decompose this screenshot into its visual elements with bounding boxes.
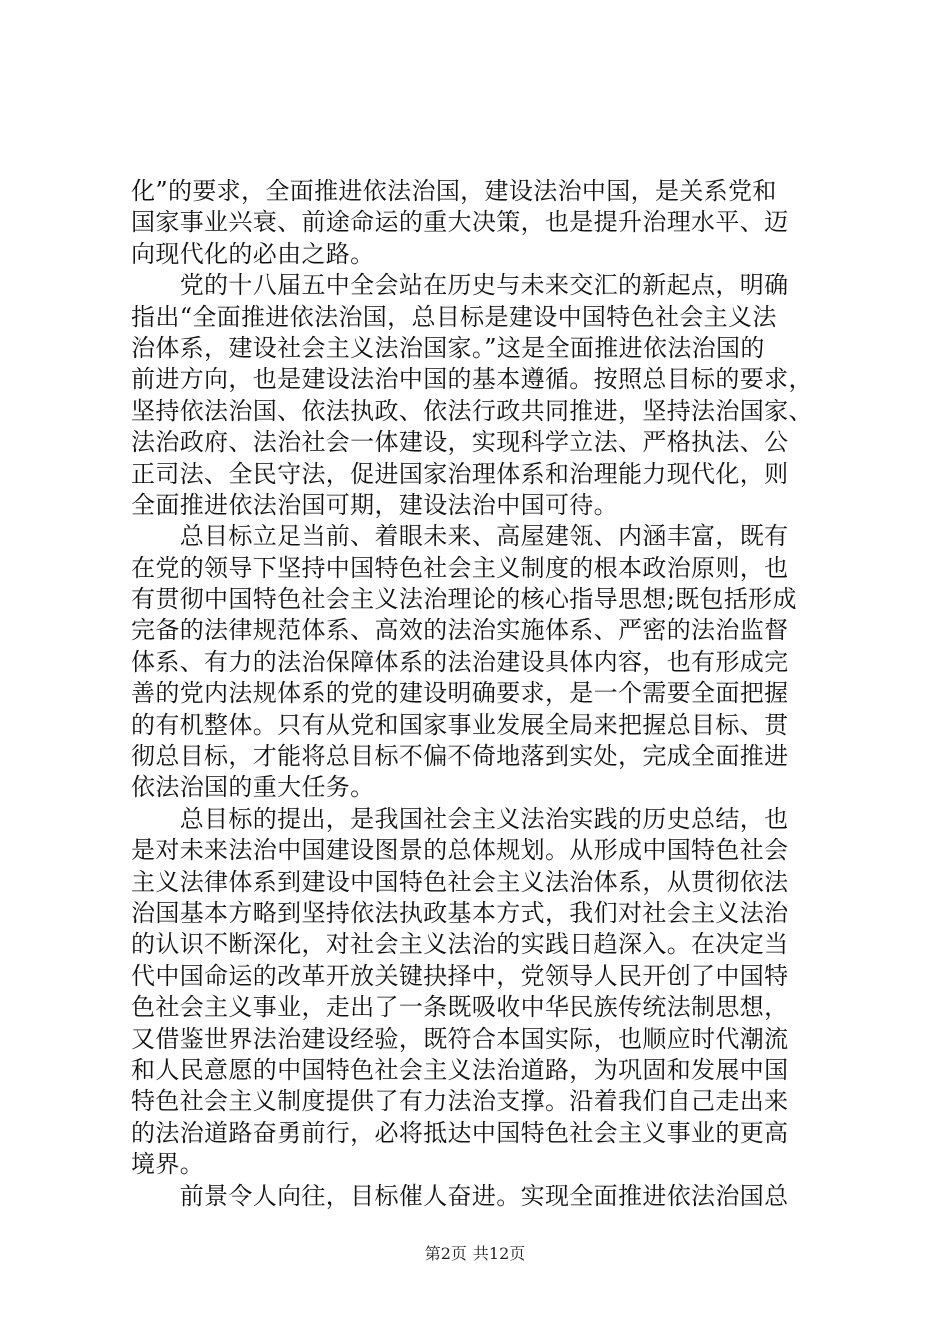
text-line: 总目标的提出，是我国社会主义法治实践的历史总结，也	[131, 804, 789, 833]
text-line: 完备的法律规范体系、高效的法治实施体系、严密的法治监督	[131, 616, 789, 645]
text-line: 在党的领导下坚持中国特色社会主义制度的根本政治原则，也	[131, 553, 789, 582]
text-line: 国家事业兴衰、前途命运的重大决策，也是提升治理水平、迈	[131, 208, 789, 237]
text-line: 化”的要求，全面推进依法治国，建设法治中国，是关系党和	[131, 177, 777, 205]
text-line: 党的十八届五中全会站在历史与未来交汇的新起点，明确	[131, 271, 789, 300]
text-line: 的认识不断深化，对社会主义法治的实践日趋深入。在决定当	[131, 930, 789, 959]
text-line: 境界。	[131, 1150, 205, 1179]
text-line: 代中国命运的改革开放关键抉择中，党领导人民开创了中国特	[131, 961, 789, 990]
text-line: 和人民意愿的中国特色社会主义法治道路，为巩固和发展中国	[131, 1055, 789, 1084]
text-line: 彻总目标，才能将总目标不偏不倚地落到实处，完成全面推进	[131, 742, 789, 771]
page-number: 第2页	[424, 1244, 467, 1263]
text-line: 有贯彻中国特色社会主义法治理论的核心指导思想;既包括形成	[131, 585, 797, 614]
text-line: 全面推进依法治国可期，建设法治中国可待。	[131, 490, 618, 519]
text-line: 治国基本方略到坚持依法执政基本方式，我们对社会主义法治	[131, 898, 789, 927]
text-line: 善的党内法规体系的党的建设明确要求，是一个需要全面把握	[131, 679, 789, 708]
text-line: 是对未来法治中国建设图景的总体规划。从形成中国特色社会	[131, 836, 789, 865]
text-line: 法治政府、法治社会一体建设，实现科学立法、严格执法、公	[131, 428, 789, 457]
text-line: 特色社会主义制度提供了有力法治支撑。沿着我们自己走出来	[131, 1087, 789, 1116]
text-line: 依法治国的重大任务。	[131, 773, 375, 802]
text-line: 指出“全面推进依法治国，总目标是建设中国特色社会主义法	[131, 302, 777, 331]
text-line: 前进方向，也是建设法治中国的基本遵循。按照总目标的要求，	[131, 365, 813, 394]
text-line: 向现代化的必由之路。	[131, 239, 375, 268]
page-footer	[0, 1244, 950, 1264]
text-line: 的法治道路奋勇前行，必将抵达中国特色社会主义事业的更高	[131, 1118, 789, 1147]
text-line: 主义法律体系到建设中国特色社会主义法治体系，从贯彻依法	[131, 867, 789, 896]
text-line: 的有机整体。只有从党和国家事业发展全局来把握总目标、贯	[131, 710, 789, 739]
text-line: 治体系，建设社会主义法治国家。”这是全面推进依法治国的	[131, 333, 765, 362]
text-line: 坚持依法治国、依法执政、依法行政共同推进，坚持法治国家、	[131, 396, 813, 425]
text-line: 总目标立足当前、着眼未来、高屋建瓴、内涵丰富，既有	[131, 522, 789, 551]
text-line: 正司法、全民守法，促进国家治理体系和治理能力现代化，则	[131, 459, 789, 488]
text-line: 前景令人向往，目标催人奋进。实现全面推进依法治国总	[131, 1181, 789, 1210]
text-line: 体系、有力的法治保障体系的法治建设具体内容，也有形成完	[131, 647, 789, 676]
page-total: 共12页	[472, 1244, 526, 1263]
text-line: 色社会主义事业，走出了一条既吸收中华民族传统法制思想，	[131, 993, 789, 1022]
document-body	[131, 176, 831, 1212]
text-line: 又借鉴世界法治建设经验，既符合本国实际，也顺应时代潮流	[131, 1024, 789, 1053]
